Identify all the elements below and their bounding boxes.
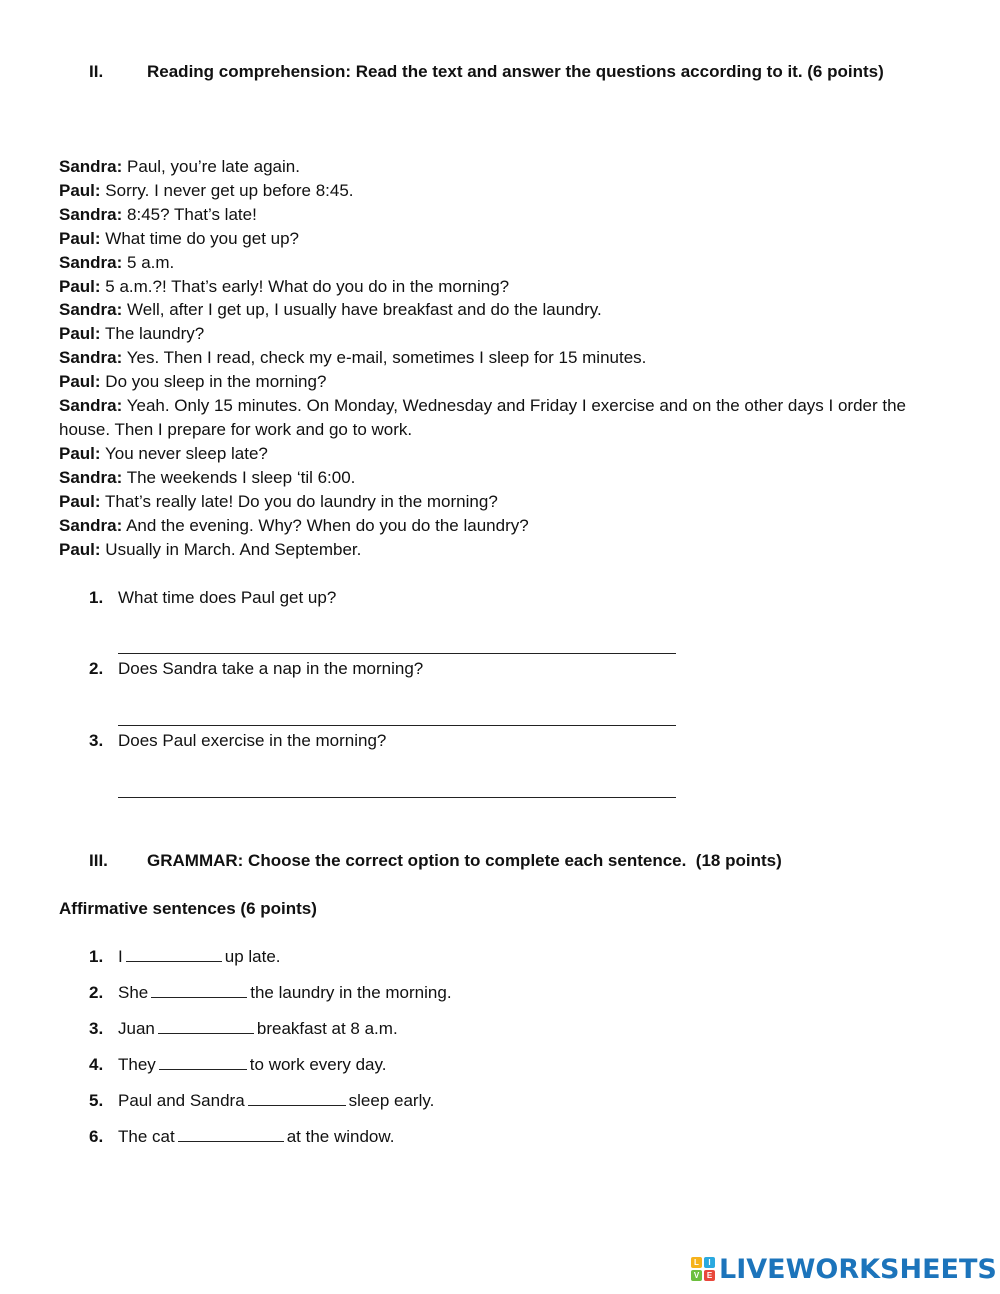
sentence-start: They	[118, 1055, 156, 1074]
dialogue-line	[59, 275, 919, 299]
dialogue-utterance: 5 a.m.?! That’s early! What do you do in the morning?	[100, 276, 510, 296]
logo-block: L	[691, 1257, 702, 1268]
question-number: 1.	[89, 588, 104, 607]
speaker-name: Sandra:	[59, 348, 123, 368]
dialogue-line	[59, 466, 919, 490]
reading-section-number: II.	[89, 62, 104, 81]
grammar-section-number: III.	[89, 851, 108, 870]
grammar-item-2	[89, 982, 452, 1004]
sentence-end: breakfast at 8 a.m.	[256, 1019, 398, 1038]
reading-section-title: Reading comprehension: Read the text and answer the questions according to it. (6 points)	[147, 62, 884, 81]
speaker-name: Sandra:	[59, 515, 123, 535]
sentence-end: the laundry in the morning.	[250, 983, 452, 1002]
speaker-name: Paul:	[59, 491, 101, 511]
answer-blank[interactable]	[126, 946, 222, 962]
dialogue-line	[59, 322, 919, 346]
question-text: Does Paul exercise in the morning?	[118, 731, 387, 750]
item-number: 4.	[89, 1055, 104, 1074]
item-number: 6.	[89, 1127, 104, 1146]
answer-blank[interactable]	[248, 1090, 346, 1106]
answer-line-3[interactable]	[118, 797, 676, 798]
dialogue-utterance: Paul, you’re late again.	[122, 157, 300, 176]
dialogue-utterance: The weekends I sleep ‘til 6:00.	[122, 467, 356, 487]
speaker-name: Paul:	[59, 228, 101, 248]
answer-line-1[interactable]	[118, 653, 676, 654]
sentence-end: to work every day.	[249, 1055, 387, 1074]
dialogue-line	[59, 346, 919, 370]
question-text: What time does Paul get up?	[118, 588, 337, 607]
grammar-item-4	[89, 1054, 386, 1076]
grammar-section-title: GRAMMAR: Choose the correct option to complete each sentence. (18 points)	[147, 851, 782, 870]
sentence-start: The cat	[118, 1127, 175, 1146]
dialogue-utterance: Do you sleep in the morning?	[100, 372, 327, 392]
logo-text: LIVEWORKSHEETS	[719, 1253, 997, 1285]
dialogue-line	[59, 155, 919, 179]
answer-line-2[interactable]	[118, 725, 676, 726]
sentence-start: Juan	[118, 1019, 155, 1038]
grammar-item-1	[89, 946, 281, 968]
dialogue-utterance: Usually in March. And September.	[100, 539, 362, 559]
dialogue-utterance: Well, after I get up, I usually have breakfast and do the laundry.	[122, 300, 602, 320]
speaker-name: Paul:	[59, 324, 101, 344]
question-text: Does Sandra take a nap in the morning?	[118, 659, 424, 678]
sentence-start: Paul and Sandra	[118, 1091, 245, 1110]
answer-blank[interactable]	[178, 1126, 284, 1142]
sentence-end: sleep early.	[348, 1091, 435, 1110]
dialogue-line	[59, 298, 919, 322]
dialogue-utterance: 5 a.m.	[122, 252, 175, 272]
sentence-end: at the window.	[286, 1127, 395, 1146]
dialogue-line	[59, 490, 919, 514]
dialogue-line	[59, 227, 919, 251]
dialogue-utterance: What time do you get up?	[100, 228, 300, 248]
dialogue-utterance: And the evening. Why? When do you do the laundry?	[122, 515, 529, 535]
speaker-name: Paul:	[59, 276, 101, 296]
speaker-name: Paul:	[59, 539, 101, 559]
sentence-start: I	[118, 947, 123, 966]
answer-blank[interactable]	[151, 982, 247, 998]
sentence-start: She	[118, 983, 149, 1002]
dialogue-line	[59, 394, 919, 442]
speaker-name: Sandra:	[59, 157, 123, 176]
sentence-end: up late.	[224, 947, 281, 966]
dialogue-utterance: That’s really late! Do you do laundry in the morning?	[100, 491, 498, 511]
logo-block: I	[704, 1257, 715, 1268]
grammar-item-6	[89, 1126, 394, 1148]
dialogue-utterance: Yes. Then I read, check my e-mail, sometimes I sleep for 15 minutes.	[122, 348, 647, 368]
logo-blocks-icon	[691, 1257, 717, 1281]
speaker-name: Sandra:	[59, 467, 123, 487]
dialogue-line	[59, 179, 919, 203]
dialogue-line	[59, 538, 919, 562]
dialogue-line	[59, 370, 919, 394]
dialogue-text	[59, 155, 919, 561]
item-number: 1.	[89, 947, 104, 966]
dialogue-line	[59, 203, 919, 227]
logo-block: V	[691, 1270, 702, 1281]
dialogue-line	[59, 251, 919, 275]
question-number: 2.	[89, 659, 104, 678]
speaker-name: Sandra:	[59, 300, 123, 320]
dialogue-utterance: The laundry?	[100, 324, 205, 344]
item-number: 5.	[89, 1091, 104, 1110]
grammar-item-3	[89, 1018, 398, 1040]
logo-block: E	[704, 1270, 715, 1281]
speaker-name: Paul:	[59, 372, 101, 392]
grammar-item-5	[89, 1090, 434, 1112]
affirmative-subheading: Affirmative sentences (6 points)	[59, 899, 317, 918]
speaker-name: Paul:	[59, 180, 101, 200]
dialogue-utterance: Yeah. Only 15 minutes. On Monday, Wednesday and Friday I exercise and on the other days I order the house. Then I prepare for work and go to work.	[59, 396, 907, 439]
dialogue-line	[59, 514, 919, 538]
dialogue-utterance: 8:45? That’s late!	[122, 204, 257, 224]
answer-blank[interactable]	[158, 1018, 254, 1034]
item-number: 2.	[89, 983, 104, 1002]
dialogue-utterance: You never sleep late?	[100, 443, 268, 463]
speaker-name: Sandra:	[59, 204, 123, 224]
speaker-name: Sandra:	[59, 252, 123, 272]
speaker-name: Paul:	[59, 443, 101, 463]
answer-blank[interactable]	[159, 1054, 247, 1070]
item-number: 3.	[89, 1019, 104, 1038]
speaker-name: Sandra:	[59, 396, 123, 416]
question-number: 3.	[89, 731, 104, 750]
liveworksheets-logo	[691, 1254, 997, 1284]
dialogue-line	[59, 442, 919, 466]
dialogue-utterance: Sorry. I never get up before 8:45.	[100, 180, 354, 200]
